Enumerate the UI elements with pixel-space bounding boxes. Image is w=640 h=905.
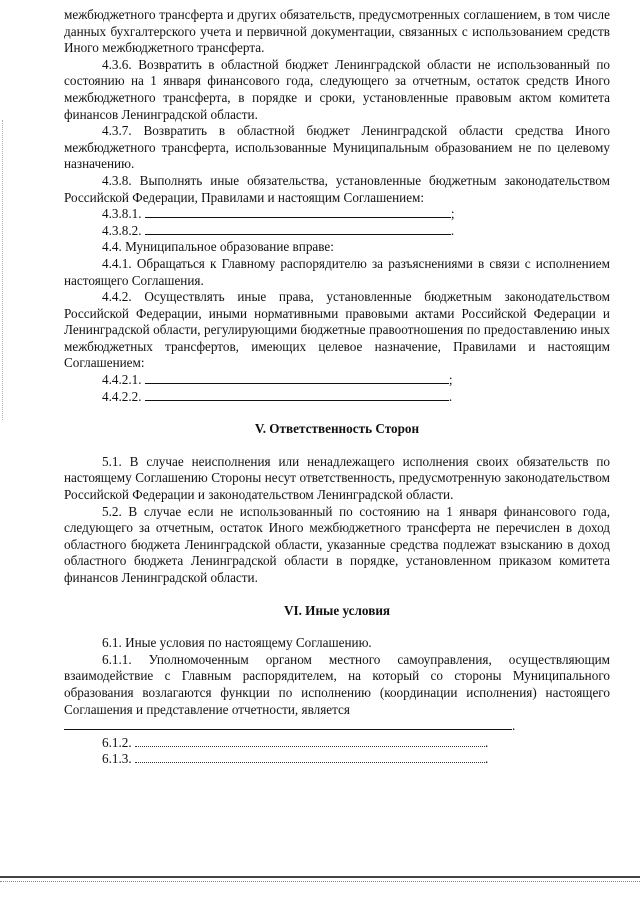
paragraph-5-2: 5.2. В случае если не использованный по состоянию на 1 января финансового года, следующего за отчетным, остаток Иного межбюджетного трансферта не перечислен в доход областного бюджета Ленинградской области, указанные средства подлежат взысканию в доход областного бюджета Ленинградской области в порядке, установленном приказом комитета финансов Ленинградской области. (64, 503, 610, 585)
page-bottom-border (0, 876, 640, 878)
item-punct: ; (448, 372, 453, 388)
fill-in-line (145, 206, 451, 218)
authority-fill-line (64, 718, 610, 735)
section-heading-5: V. Ответственность Сторон (254, 421, 420, 437)
item-4-4-2-2 (64, 389, 610, 406)
item-punct: . (484, 734, 489, 750)
paragraph-4-3-7: 4.3.7. Возвратить в областной бюджет Ленинградской области средства Иного межбюджетного трансферта, использованные Муниципальным образованием не по целевому назначению. (64, 123, 610, 172)
paragraph-continuation: межбюджетного трансферта и других обязательств, предусмотренных соглашением, в том числе данных бухгалтерского учета и первичной документации, связанных с использованием средств Иного межбюджетного трансферта. (64, 7, 610, 56)
item-6-1-2 (64, 735, 610, 752)
fill-in-line (135, 751, 485, 763)
section-heading-6: VI. Иные условия (283, 602, 391, 618)
item-6-1-3 (64, 751, 610, 768)
scan-margin-marks (2, 120, 5, 420)
paragraph-4-4-1: 4.4.1. Обращаться к Главному распорядителю за разъяснениями в связи с исполнением настоящего Соглашения. (64, 255, 610, 288)
item-number: 4.4.2.1. (102, 372, 142, 388)
document-body (64, 7, 610, 768)
item-punct: . (484, 751, 489, 767)
item-punct: . (450, 222, 455, 238)
paragraph-4-3-6: 4.3.6. Возвратить в областной бюджет Ленинградской области не использованный по состоянию на 1 января финансового года, следующего за отчетным, остаток средств Иного межбюджетного трансферта, в порядке и сроки, установленные правовым актом комитета финансов Ленинградской области. (64, 56, 610, 122)
item-punct: . (512, 718, 516, 734)
item-4-3-8-1 (64, 206, 610, 223)
paragraph-4-4: 4.4. Муниципальное образование вправе: (102, 239, 334, 255)
paragraph-4-4-2: 4.4.2. Осуществлять иные права, установленные бюджетным законодательством Российской Федерации, иными нормативными правовыми актами Российской Федерации и Ленинградской области, регулирующими бюджетные правоотношения по предоставлению иных межбюджетных трансфертов, имеющих целевое назначение, Правилами и настоящим Соглашением: (64, 289, 610, 371)
fill-in-line (145, 372, 449, 384)
fill-in-line (64, 718, 512, 730)
fill-in-line (145, 389, 449, 401)
paragraph-6-1: 6.1. Иные условия по настоящему Соглашению. (102, 635, 372, 651)
page-bottom-border-shadow (0, 881, 640, 882)
item-4-3-8-2 (64, 223, 610, 240)
item-punct: . (448, 388, 453, 404)
fill-in-line (145, 223, 451, 235)
fill-in-line (135, 735, 485, 747)
paragraph-5-1: 5.1. В случае неисполнения или ненадлежащего исполнения своих обязательств по настоящему Соглашению Стороны несут ответственность, предусмотренную законодательством Российской Федерации и законодательством Ленинградской области. (64, 453, 610, 503)
item-number: 6.1.2. (102, 734, 132, 750)
item-number: 4.3.8.2. (102, 222, 142, 238)
paragraph-4-3-8: 4.3.8. Выполнять иные обязательства, установленные бюджетным законодательством Российской Федерации, Правилами и настоящим Соглашением: (64, 172, 610, 205)
item-4-4-2-1 (64, 372, 610, 389)
paragraph-6-1-1: 6.1.1. Уполномоченным органом местного самоуправления, осуществляющим взаимодействие с Главным распорядителем, на который со стороны Муниципального образования возлагаются функции по исполнению (координации исполнения) настоящего Соглашения и представление отчетности, является (64, 651, 610, 717)
item-number: 4.4.2.2. (102, 388, 142, 404)
item-number: 6.1.3. (102, 751, 132, 767)
item-number: 4.3.8.1. (102, 206, 142, 222)
item-punct: ; (450, 206, 455, 222)
